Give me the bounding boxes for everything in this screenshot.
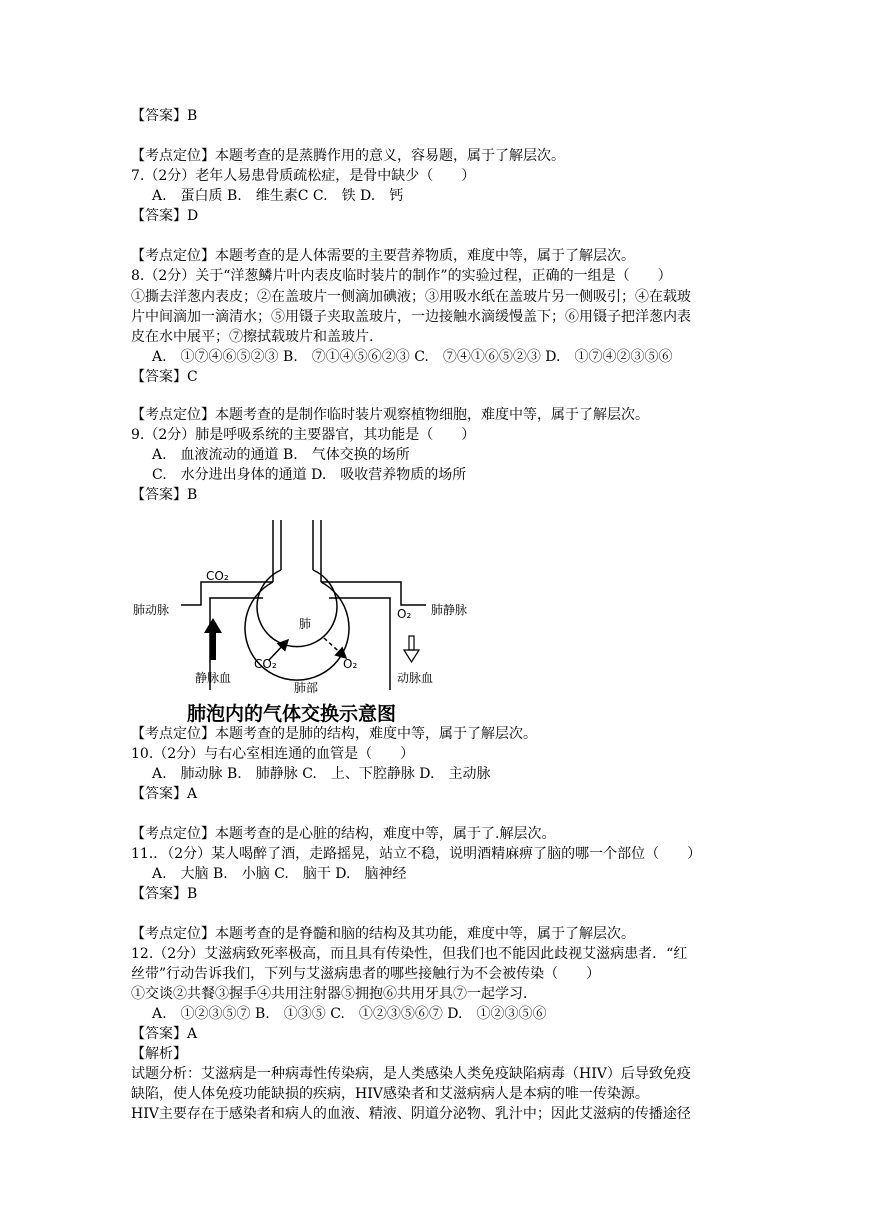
q10-stem: 10.（2分）与右心室相连通的血管是（ ）: [131, 746, 415, 762]
label-lung: 肺: [299, 617, 312, 631]
q9-stem: 9.（2分）肺是呼吸系统的主要器官，其功能是（ ）: [131, 427, 476, 443]
q8-steps-line-1: ①撕去洋葱内表皮；②在盖玻片一侧滴加碘液；③用吸水纸在盖玻片另一侧吸引；④在载玻: [131, 289, 691, 305]
arterial-flow-arrow: [404, 636, 419, 662]
q12-analysis-line-3: HIV主要存在于感染者和病人的血液、精液、阴道分泌物、乳汁中；因此艾滋病的传播途径: [131, 1106, 691, 1122]
q12-stem-line-2: 丝带”行动告诉我们，下列与艾滋病患者的哪些接触行为不会被传染（ ）: [131, 966, 601, 982]
label-o2-right: O₂: [397, 607, 412, 621]
q6-exam-point: 【考点定位】本题考查的是蒸腾作用的意义，容易题，属于了解层次。: [131, 148, 565, 164]
q8-answer: 【答案】C: [131, 369, 198, 385]
q10-options: A. 肺动脉 B. 肺静脉 C. 上、下腔静脉 D. 主动脉: [152, 766, 491, 782]
q7-exam-point: 【考点定位】本题考查的是人体需要的主要营养物质，难度中等，属于了解层次。: [131, 248, 635, 264]
q11-exam-point: 【考点定位】本题考查的是脊髓和脑的结构及其功能，难度中等，属于了解层次。: [131, 926, 635, 942]
label-venous-blood: 静脉血: [195, 671, 232, 685]
q9-options-row-2: C. 水分进出身体的通道 D. 吸收营养物质的场所: [152, 467, 467, 483]
q8-steps-line-3: 皮在水中展平；⑦擦拭载玻片和盖玻片.: [131, 329, 374, 345]
label-co2-inner: CO₂: [254, 657, 277, 671]
label-lung-part: 肺部: [294, 681, 319, 695]
label-arterial-blood: 动脉血: [397, 671, 434, 685]
q8-options: A. ①⑦④⑥⑤②③ B. ⑦①④⑤⑥②③ C. ⑦④①⑥⑤②③ D. ①⑦④②③⑤⑥: [152, 349, 673, 365]
label-co2-left: CO₂: [206, 569, 229, 583]
q6-answer: 【答案】B: [131, 108, 198, 124]
q12-answer: 【答案】A: [131, 1026, 198, 1042]
q12-analysis-line-2: 缺陷，使人体免疫功能缺损的疾病，HIV感染者和艾滋病病人是本病的唯一传染源。: [131, 1086, 649, 1102]
alveolar-gas-exchange-diagram: [131, 520, 493, 724]
venous-flow-arrow: [204, 618, 222, 660]
label-o2-inner: O₂: [343, 657, 358, 671]
q7-answer: 【答案】D: [131, 208, 199, 224]
q12-analysis-line-1: 试题分析：艾滋病是一种病毒性传染病，是人类感染人类免疫缺陷病毒（HIV）后导致免疫: [131, 1066, 691, 1082]
q11-options: A. 大脑 B. 小脑 C. 脑干 D. 脑神经: [152, 866, 407, 882]
q12-stem: 12.（2分）艾滋病致死率极高，而且具有传染性，但我们也不能因此歧视艾滋病患者．“红: [131, 946, 688, 962]
q7-options: A. 蛋白质 B. 维生素C C. 铁 D. 钙: [152, 188, 404, 204]
q8-steps-line-2: 片中间滴加一滴清水；⑤用镊子夹取盖玻片，一边接触水滴缓慢盖下；⑥用镊子把洋葱内表: [131, 309, 691, 325]
diagram-svg: [131, 520, 493, 724]
q11-answer: 【答案】B: [131, 886, 198, 902]
q12-analysis-label: 【解析】: [131, 1046, 187, 1062]
q11-stem: 11.．（2分）某人喝醉了酒，走路摇晃，站立不稳，说明酒精麻痹了脑的哪一个部位（ ）: [131, 846, 702, 862]
q12-options: A. ①②③⑤⑦ B. ①③⑤ C. ①②③⑤⑥⑦ D. ①②③⑤⑥: [152, 1006, 547, 1022]
q9-answer: 【答案】B: [131, 487, 198, 503]
q9-exam-point: 【考点定位】本题考查的是肺的结构，难度中等，属于了解层次。: [131, 726, 537, 742]
q7-stem: 7.（2分）老年人易患骨质疏松症，是骨中缺少（ ）: [131, 168, 476, 184]
q10-exam-point: 【考点定位】本题考查的是心脏的结构，难度中等，属于了.解层次。: [131, 826, 556, 842]
diagram-title: 肺泡内的气体交换示意图: [187, 703, 397, 724]
q8-stem: 8.（2分）关于“洋葱鳞片叶内表皮临时装片的制作”的实验过程，正确的一组是（ ）: [131, 268, 672, 284]
label-pulmonary-artery: 肺动脉: [133, 603, 170, 617]
q12-stem-line-3: ①交谈②共餐③握手④共用注射器⑤拥抱⑥共用牙具⑦一起学习.: [131, 986, 528, 1002]
o2-diffusion-arrow: [324, 638, 345, 657]
label-pulmonary-vein: 肺静脉: [431, 603, 468, 617]
q10-answer: 【答案】A: [131, 786, 198, 802]
blood-vessel: [181, 520, 426, 690]
q9-options-row-1: A. 血液流动的通道 B. 气体交换的场所: [152, 447, 410, 463]
q8-exam-point: 【考点定位】本题考查的是制作临时装片观察植物细胞，难度中等，属于了解层次。: [131, 407, 649, 423]
